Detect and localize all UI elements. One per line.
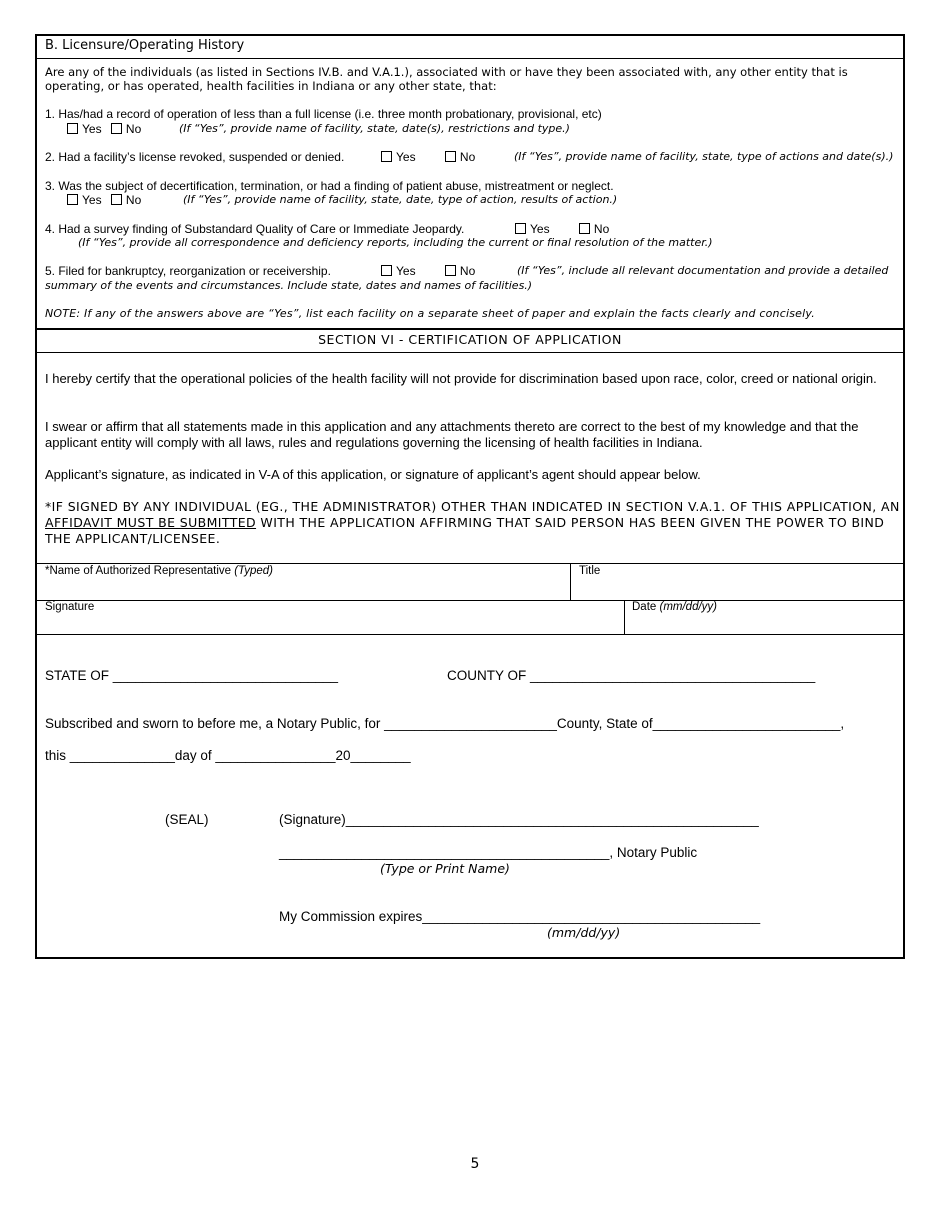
q5-no-checkbox[interactable] xyxy=(445,265,456,276)
section-b-header-divider xyxy=(36,58,904,59)
section-b-header: B. Licensure/Operating History xyxy=(45,38,245,53)
q2-yes-checkbox[interactable] xyxy=(381,151,392,162)
question-5-answers xyxy=(381,264,475,278)
q5-yes-label: Yes xyxy=(396,264,416,278)
question-1-answers xyxy=(67,122,141,136)
rep-name-label: *Name of Authorized Representative xyxy=(45,565,235,577)
q2-yes-label: Yes xyxy=(396,150,416,164)
county-of-line[interactable]: COUNTY OF ______________________________________ xyxy=(447,668,816,683)
question-2-note: (If “Yes”, provide name of facility, state, type of actions and date(s).) xyxy=(514,150,894,163)
notary-signature-line[interactable]: (Signature)_______________________________________________________ xyxy=(279,812,759,827)
q3-yes-checkbox[interactable] xyxy=(67,194,78,205)
q2-no-label: No xyxy=(459,150,476,164)
signature-row-bottom-border xyxy=(36,634,904,635)
date-field-label: Date xyxy=(632,601,660,613)
question-2-text: 2. Had a facility’s license revoked, suspended or denied. xyxy=(45,150,345,164)
notary-print-name-caption: (Type or Print Name) xyxy=(380,861,510,876)
q2-no-checkbox[interactable] xyxy=(445,151,456,162)
question-2-answers xyxy=(381,150,475,164)
section-vi-header: SECTION VI - CERTIFICATION OF APPLICATION xyxy=(318,332,622,347)
question-1-text: 1. Has/had a record of operation of less than a full license (i.e. three month probationary, provisional, etc) xyxy=(45,107,602,121)
page-number: 5 xyxy=(470,1156,480,1172)
section-vi-header-divider xyxy=(36,352,904,353)
commission-date-caption: (mm/dd/yy) xyxy=(547,925,621,940)
q4-no-label: No xyxy=(593,222,610,236)
certification-paragraph-1: I hereby certify that the operational policies of the health facility will not provide for discrimination based upon race, color, creed or national origin. xyxy=(45,371,877,386)
question-1-note: (If “Yes”, provide name of facility, state, date(s), restrictions and type.) xyxy=(179,122,570,135)
rep-row-top-border xyxy=(36,563,904,564)
q1-no-checkbox[interactable] xyxy=(111,123,122,134)
date-field[interactable] xyxy=(632,601,717,613)
subscribed-sworn-line[interactable]: Subscribed and sworn to before me, a Notary Public, for _______________________County, State of_________________________, xyxy=(45,716,845,731)
question-5-text: 5. Filed for bankruptcy, reorganization or receivership. xyxy=(45,264,331,278)
q1-yes-label: Yes xyxy=(82,122,102,136)
rep-title-divider xyxy=(570,563,571,600)
q1-yes-checkbox[interactable] xyxy=(67,123,78,134)
rep-name-typed-hint: (Typed) xyxy=(234,565,273,577)
q5-yes-checkbox[interactable] xyxy=(381,265,392,276)
affidavit-notice-part-a: *IF SIGNED BY ANY INDIVIDUAL (EG., THE ADMINISTRATOR) OTHER THAN INDICATED IN SECTION V.A.1. OF THIS APPLICATION, AN xyxy=(45,499,900,514)
question-3-answers xyxy=(67,193,141,207)
notary-print-name-line[interactable]: ____________________________________________, Notary Public xyxy=(279,845,698,860)
signature-field-label[interactable]: Signature xyxy=(45,601,95,613)
question-3-text: 3. Was the subject of decertification, termination, or had a finding of patient abuse, mistreatment or neglect. xyxy=(45,179,614,193)
seal-label: (SEAL) xyxy=(165,812,209,827)
question-3-note: (If “Yes”, provide name of facility, state, date, type of action, results of action.) xyxy=(183,193,618,206)
section-b-note: NOTE: If any of the answers above are “Yes”, list each facility on a separate sheet of paper and explain the facts clearly and concisely. xyxy=(45,307,815,320)
question-4-text: 4. Had a survey finding of Substandard Quality of Care or Immediate Jeopardy. xyxy=(45,222,465,236)
date-format-hint: (mm/dd/yy) xyxy=(659,601,717,613)
q3-no-checkbox[interactable] xyxy=(111,194,122,205)
question-4-answers xyxy=(515,222,609,236)
title-field-label[interactable]: Title xyxy=(579,565,601,577)
rep-name-field[interactable] xyxy=(45,565,273,577)
affidavit-notice-underlined: AFFIDAVIT MUST BE SUBMITTED xyxy=(45,515,257,530)
signature-date-divider xyxy=(624,600,625,634)
section-b-intro: Are any of the individuals (as listed in Sections IV.B. and V.A.1.), associated with or have they been associated with, any other entity that is operating, or has operated, health facilities in Indiana or any other state, that: xyxy=(45,65,848,93)
q1-no-label: No xyxy=(125,122,142,136)
commission-expires-line[interactable]: My Commission expires_____________________________________________ xyxy=(279,909,761,924)
q4-yes-label: Yes xyxy=(530,222,550,236)
q4-no-checkbox[interactable] xyxy=(579,223,590,234)
question-5-note-b: summary of the events and circumstances. Include state, dates and names of facilities.) xyxy=(45,279,533,292)
state-of-line[interactable]: STATE OF ______________________________ xyxy=(45,668,338,683)
affidavit-notice xyxy=(45,499,900,547)
q3-yes-label: Yes xyxy=(82,193,102,207)
question-4-note: (If “Yes”, provide all correspondence and deficiency reports, including the current or final resolution of the matter.) xyxy=(78,236,713,249)
certification-paragraph-3: Applicant’s signature, as indicated in V-A of this application, or signature of applicant’s agent should appear below. xyxy=(45,467,701,482)
certification-paragraph-2: I swear or affirm that all statements made in this application and any attachments thereto are correct to the best of my knowledge and that the applicant entity will comply with all laws, rules and regulations governing the licensing of health facilities in Indiana. xyxy=(45,419,859,450)
question-5-note-a: (If “Yes”, include all relevant documentation and provide a detailed xyxy=(517,264,889,277)
q4-yes-checkbox[interactable] xyxy=(515,223,526,234)
affidavit-notice-part-b: WITH THE APPLICATION AFFIRMING THAT SAID PERSON HAS BEEN GIVEN THE POWER TO BIND THE APPLICANT/LICENSEE. xyxy=(45,515,885,546)
signature-row-top-border xyxy=(36,600,904,601)
q5-no-label: No xyxy=(459,264,476,278)
q3-no-label: No xyxy=(125,193,142,207)
day-of-line[interactable]: this ______________day of ________________20________ xyxy=(45,748,411,763)
